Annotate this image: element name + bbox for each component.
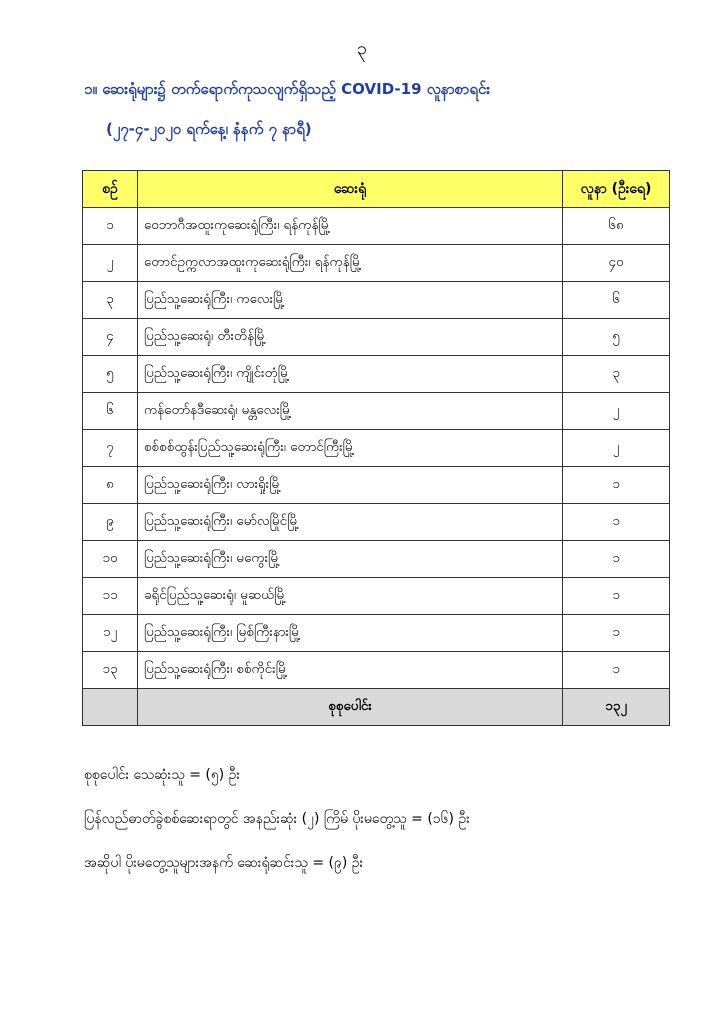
row-number: ၄	[83, 319, 138, 356]
summary-deaths: စုစုပေါင်း သေဆုံးသူ = (၅) ဦး	[84, 767, 240, 783]
table-header-row	[83, 171, 670, 208]
row-patients: ၅	[563, 319, 670, 356]
table-row	[83, 541, 670, 578]
header-number: စဉ်	[83, 171, 138, 208]
header-hospital: ဆေးရုံ	[137, 171, 562, 208]
row-number: ၂	[83, 245, 138, 282]
row-hospital: ပြည်သူ့ဆေးရုံကြီး၊ လားရှိုးမြို့	[137, 467, 562, 504]
row-patients: ၁	[563, 578, 670, 615]
row-patients: ၁	[563, 504, 670, 541]
row-number: ၆	[83, 393, 138, 430]
row-hospital: ပြည်သူ့ဆေးရုံကြီး၊ မြစ်ကြီးနားမြို့	[137, 615, 562, 652]
report-date: (၂၇-၄-၂၀၂၀ ရက်နေ့၊ နံနက် ၇ နာရီ)	[106, 120, 312, 138]
row-number: ၈	[83, 467, 138, 504]
row-patients: ၂	[563, 430, 670, 467]
row-hospital: ကန်တော်နဒီဆေးရုံ၊ မန္တလေးမြို့	[137, 393, 562, 430]
total-label: စုစုပေါင်း	[137, 689, 562, 726]
row-hospital: ပြည်သူ့ဆေးရုံကြီး၊ မော်လမြိုင်မြို့	[137, 504, 562, 541]
row-patients: ၁	[563, 652, 670, 689]
page-number: ၃	[356, 38, 368, 59]
table-row	[83, 652, 670, 689]
row-hospital: ပြည်သူ့ဆေးရုံ၊ တီးတိန်မြို့	[137, 319, 562, 356]
row-hospital: ခရိုင်ပြည်သူ့ဆေးရုံ၊ မူဆယ်မြို့	[137, 578, 562, 615]
row-hospital: ပြည်သူ့ဆေးရုံကြီး၊ ကလေးမြို့	[137, 282, 562, 319]
table-row	[83, 245, 670, 282]
header-patients: လူနာ (ဦးရေ)	[563, 171, 670, 208]
total-empty-cell	[83, 689, 138, 726]
report-heading: ၁။ ဆေးရုံများ၌ တက်ရောက်ကုသလျက်ရှိသည့် COVID-19 လူနာစာရင်း	[84, 80, 491, 98]
row-hospital: စစ်စစ်ထွန်းပြည်သူ့ဆေးရုံကြီး၊ တောင်ကြီးမြို့	[137, 430, 562, 467]
row-number: ၃	[83, 282, 138, 319]
row-number: ၅	[83, 356, 138, 393]
table-row	[83, 282, 670, 319]
row-patients: ၁	[563, 541, 670, 578]
row-patients: ၃	[563, 356, 670, 393]
table-total-row	[83, 689, 670, 726]
row-number: ၇	[83, 430, 138, 467]
total-patients: ၁၃၂	[563, 689, 670, 726]
table-row	[83, 356, 670, 393]
table-row	[83, 319, 670, 356]
summary-negative-twice: ပြန်လည်ဓာတ်ခွဲစစ်ဆေးရာတွင် အနည်းဆုံး (၂) ကြိမ် ပိုးမတွေ့သူ = (၁၆) ဦး	[84, 811, 470, 827]
table-row	[83, 467, 670, 504]
table-row	[83, 578, 670, 615]
summary-discharged: အဆိုပါ ပိုးမတွေ့သူများအနက် ဆေးရုံဆင်းသူ = (၉) ဦး	[84, 855, 364, 871]
row-number: ၁၀	[83, 541, 138, 578]
row-number: ၁၃	[83, 652, 138, 689]
row-patients: ၁	[563, 467, 670, 504]
row-hospital: တောင်ဥက္ကလာအထူးကုဆေးရုံကြီး၊ ရန်ကုန်မြို့	[137, 245, 562, 282]
row-number: ၁၂	[83, 615, 138, 652]
hospital-patient-table	[82, 170, 670, 726]
row-number: ၁၁	[83, 578, 138, 615]
table-body	[83, 208, 670, 726]
row-patients: ၂	[563, 393, 670, 430]
row-patients: ၁	[563, 615, 670, 652]
row-patients: ၆၈	[563, 208, 670, 245]
row-patients: ၆	[563, 282, 670, 319]
table-row	[83, 615, 670, 652]
row-hospital: ပြည်သူ့ဆေးရုံကြီး၊ ကျိုင်းတုံမြို့	[137, 356, 562, 393]
table-row	[83, 430, 670, 467]
row-hospital: ပြည်သူ့ဆေးရုံကြီး၊ စစ်ကိုင်းမြို့	[137, 652, 562, 689]
row-patients: ၄၀	[563, 245, 670, 282]
row-number: ၁	[83, 208, 138, 245]
table-row	[83, 393, 670, 430]
row-hospital: ပြည်သူ့ဆေးရုံကြီး၊ မကွေးမြို့	[137, 541, 562, 578]
table-row	[83, 504, 670, 541]
row-number: ၉	[83, 504, 138, 541]
row-hospital: ဝေဘာဂီအထူးကုဆေးရုံကြီး၊ ရန်ကုန်မြို့	[137, 208, 562, 245]
table-row	[83, 208, 670, 245]
